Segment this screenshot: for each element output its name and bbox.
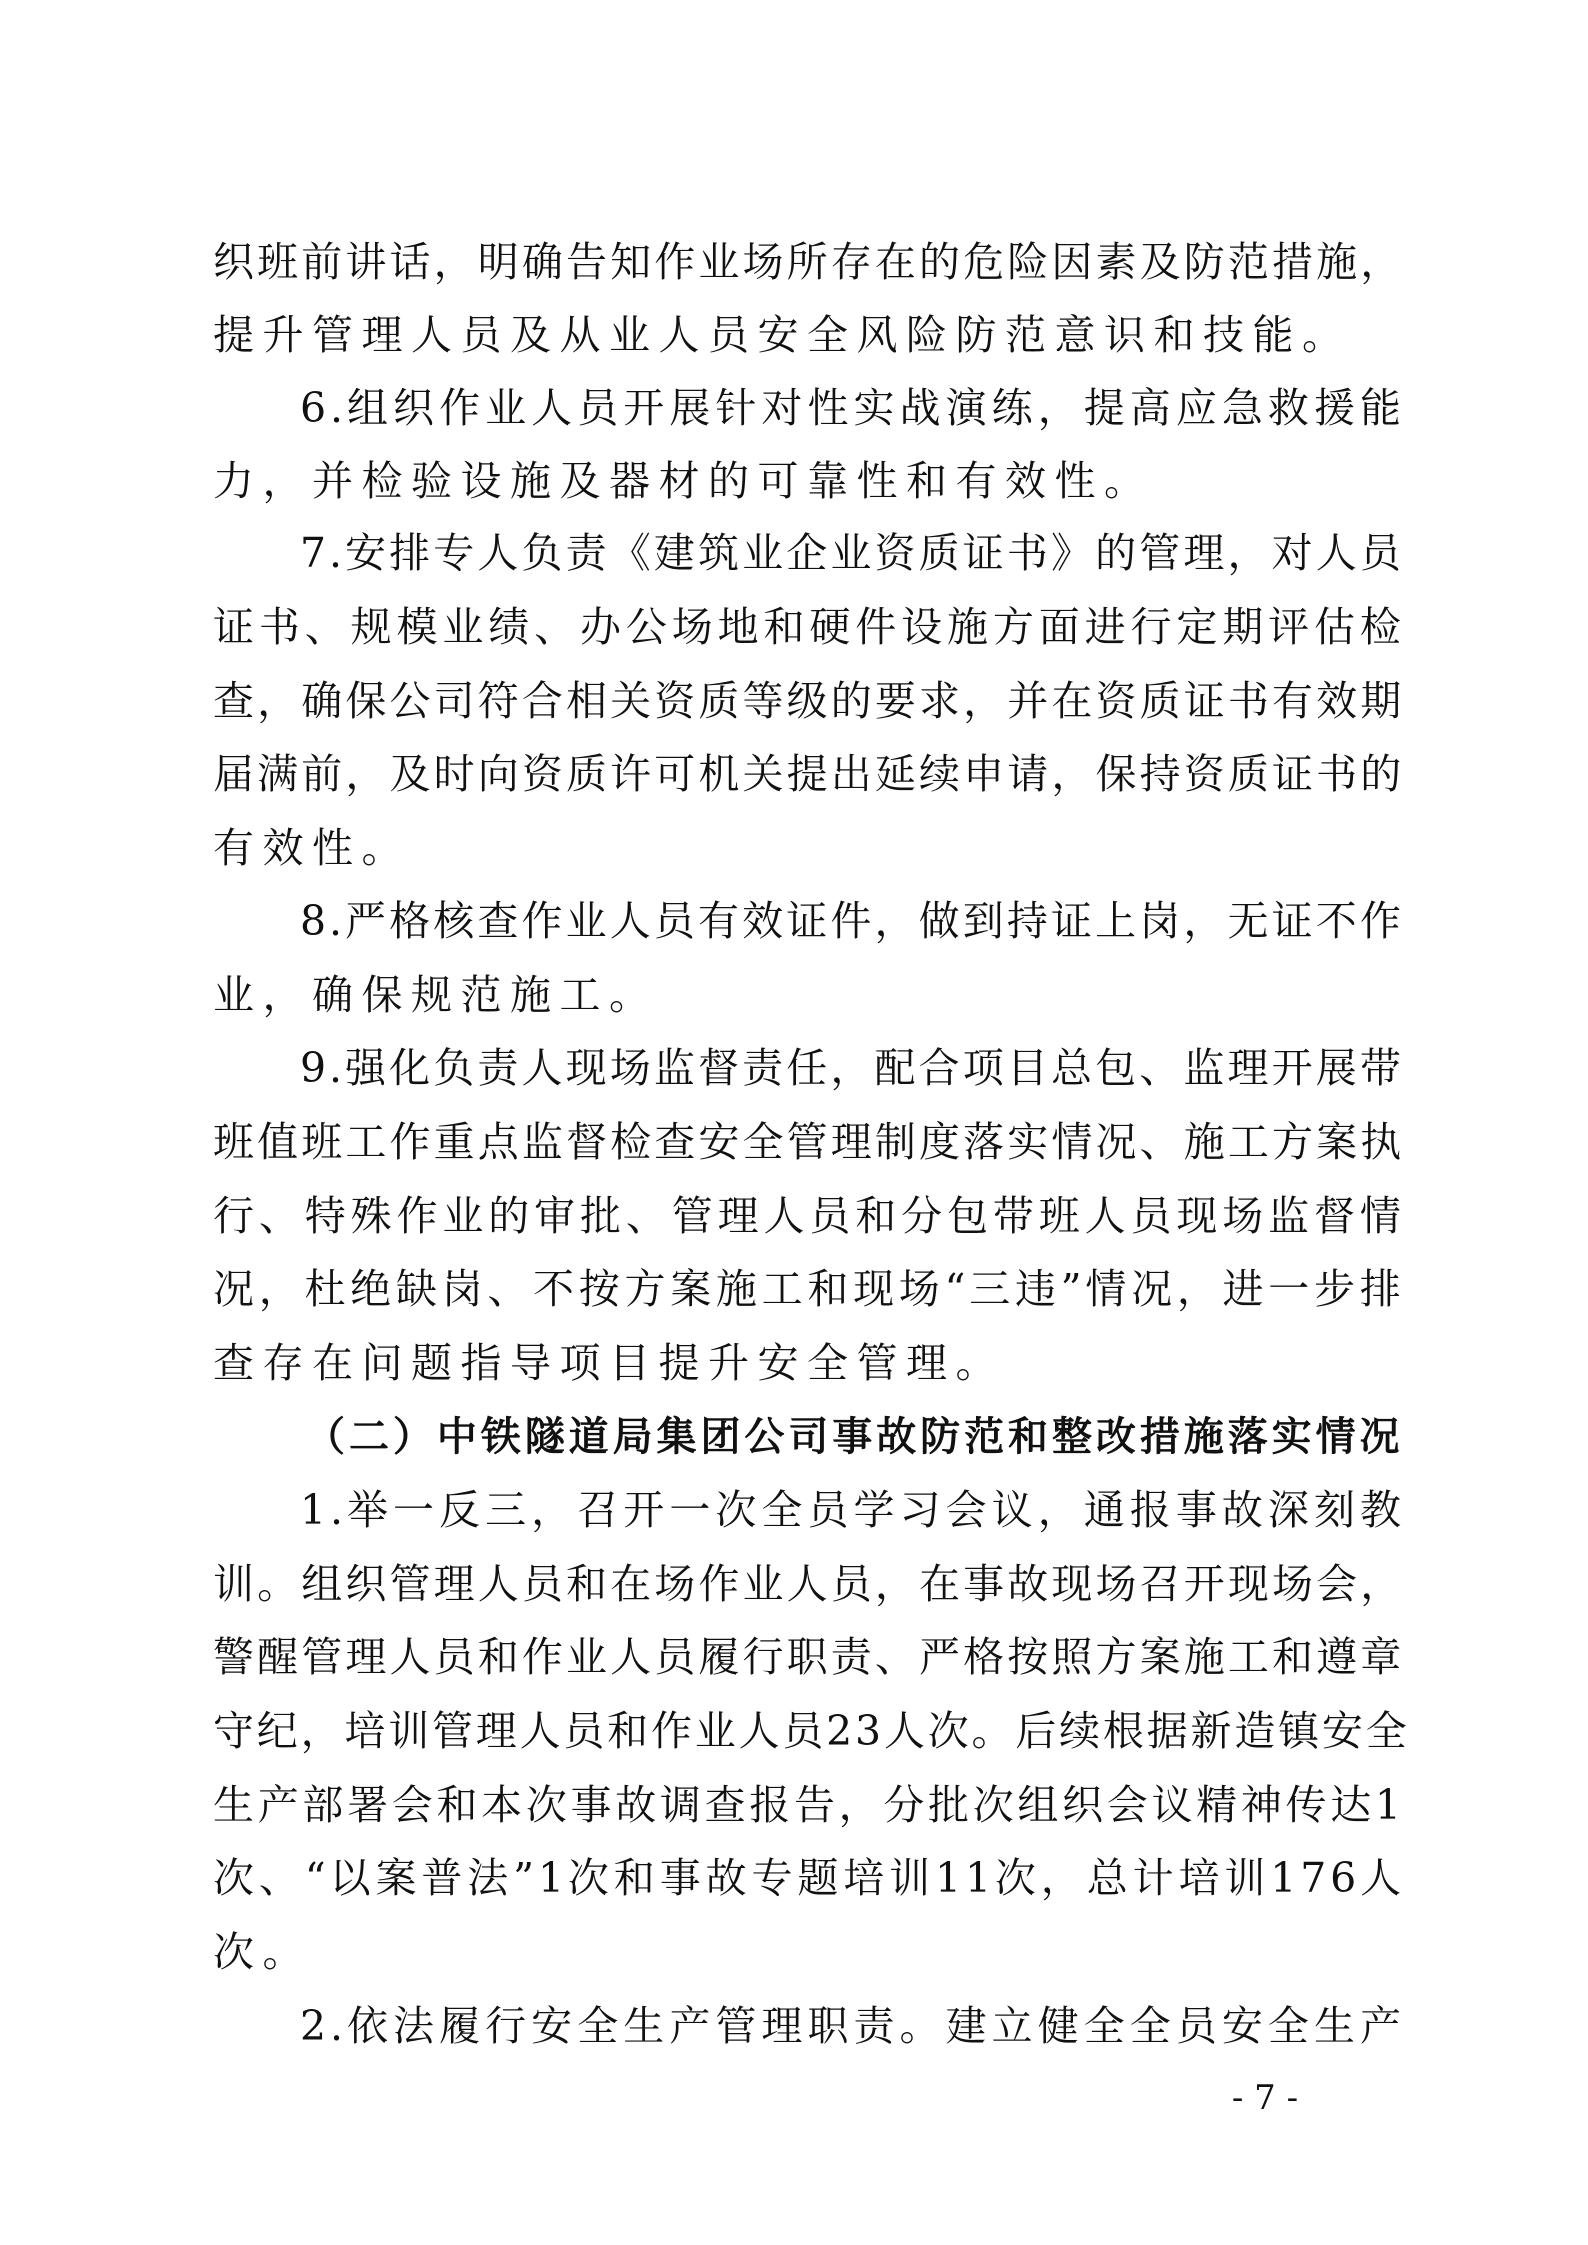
text-line: 力，并检验设施及器材的可靠性和有效性。 bbox=[213, 457, 1154, 505]
list-item-9-line: 9 . 强 化 负 责 人 现 场 监 督 责 任 ， 配 合 项 目 总 包 、 监 理 开 展 带 bbox=[300, 1044, 1401, 1092]
text-line: 行 、 特 殊 作 业 的 审 批 、 管 理 人 员 和 分 包 带 班 人 员 现 场 监 督 情 bbox=[213, 1192, 1401, 1240]
list-item-2-line: 2 . 依 法 履 行 安 全 生 产 管 理 职 责 。 建 立 健 全 全 员 安 全 生 产 bbox=[300, 2002, 1402, 2050]
list-item-8-line: 8 . 严 格 核 查 作 业 人 员 有 效 证 件 ， 做 到 持 证 上 岗 ， 无 证 不 作 bbox=[300, 897, 1401, 945]
text-line: 生 产 部 署 会 和 本 次 事 故 调 查 报 告 ， 分 批 次 组 织 会 议 精 神 传 达 1 bbox=[213, 1781, 1401, 1829]
text-line: 证 书 、 规 模 业 绩 、 办 公 场 地 和 硬 件 设 施 方 面 进 行 定 期 评 估 检 bbox=[213, 603, 1401, 651]
page-number: - 7 - bbox=[1231, 2078, 1299, 2118]
text-line: 况 ， 杜 绝 缺 岗 、 不 按 方 案 施 工 和 现 场 “ 三 违 ” 情 况 ， 进 一 步 排 bbox=[213, 1265, 1401, 1313]
text-line: 织 班 前 讲 话 ， 明 确 告 知 作 业 场 所 存 在 的 危 险 因 素 及 防 范 措 施 ， bbox=[213, 238, 1402, 286]
text-line: 次 、 “ 以 案 普 法 ” 1 次 和 事 故 专 题 培 训 1 1 次 ， 总 计 培 训 1 7 6 人 bbox=[213, 1854, 1402, 1902]
section-heading: （ 二 ） 中 铁 隧 道 局 集 团 公 司 事 故 防 范 和 整 改 措 施 落 实 情 况 bbox=[305, 1414, 1400, 1460]
text-line: 训 。 组 织 管 理 人 员 和 在 场 作 业 人 员 ， 在 事 故 现 场 召 开 现 场 会 ， bbox=[213, 1560, 1402, 1608]
list-item-6-line: 6 . 组 织 作 业 人 员 开 展 针 对 性 实 战 演 练 ， 提 高 应 急 救 援 能 bbox=[300, 384, 1402, 432]
text-line: 业，确保规范施工。 bbox=[213, 971, 659, 1019]
list-item-7-line: 7 . 安 排 专 人 负 责 《 建 筑 业 企 业 资 质 证 书 》 的 管 理 ， 对 人 员 bbox=[300, 529, 1401, 577]
text-line: 警 醒 管 理 人 员 和 作 业 人 员 履 行 职 责 、 严 格 按 照 方 案 施 工 和 遵 章 bbox=[213, 1633, 1402, 1681]
text-line: 次。 bbox=[213, 1928, 312, 1976]
text-line: 守 纪 ， 培 训 管 理 人 员 和 作 业 人 员 2 3 人 次 。 后 续 根 据 新 造 镇 安 全 bbox=[213, 1707, 1407, 1755]
text-line: 届 满 前 ， 及 时 向 资 质 许 可 机 关 提 出 延 续 申 请 ， 保 持 资 质 证 书 的 bbox=[213, 750, 1402, 798]
text-line: 班 值 班 工 作 重 点 监 督 检 查 安 全 管 理 制 度 落 实 情 况 、 施 工 方 案 执 bbox=[213, 1118, 1402, 1166]
text-line: 有效性。 bbox=[213, 824, 411, 872]
text-line: 提升管理人员及从业人员安全风险防范意识和技能。 bbox=[213, 311, 1352, 359]
text-line: 查 ， 确 保 公 司 符 合 相 关 资 质 等 级 的 要 求 ， 并 在 资 质 证 书 有 效 期 bbox=[213, 677, 1402, 725]
list-item-1-line: 1 . 举 一 反 三 ， 召 开 一 次 全 员 学 习 会 议 ， 通 报 事 故 深 刻 教 bbox=[300, 1486, 1402, 1534]
text-line: 查存在问题指导项目提升安全管理。 bbox=[213, 1339, 1005, 1387]
